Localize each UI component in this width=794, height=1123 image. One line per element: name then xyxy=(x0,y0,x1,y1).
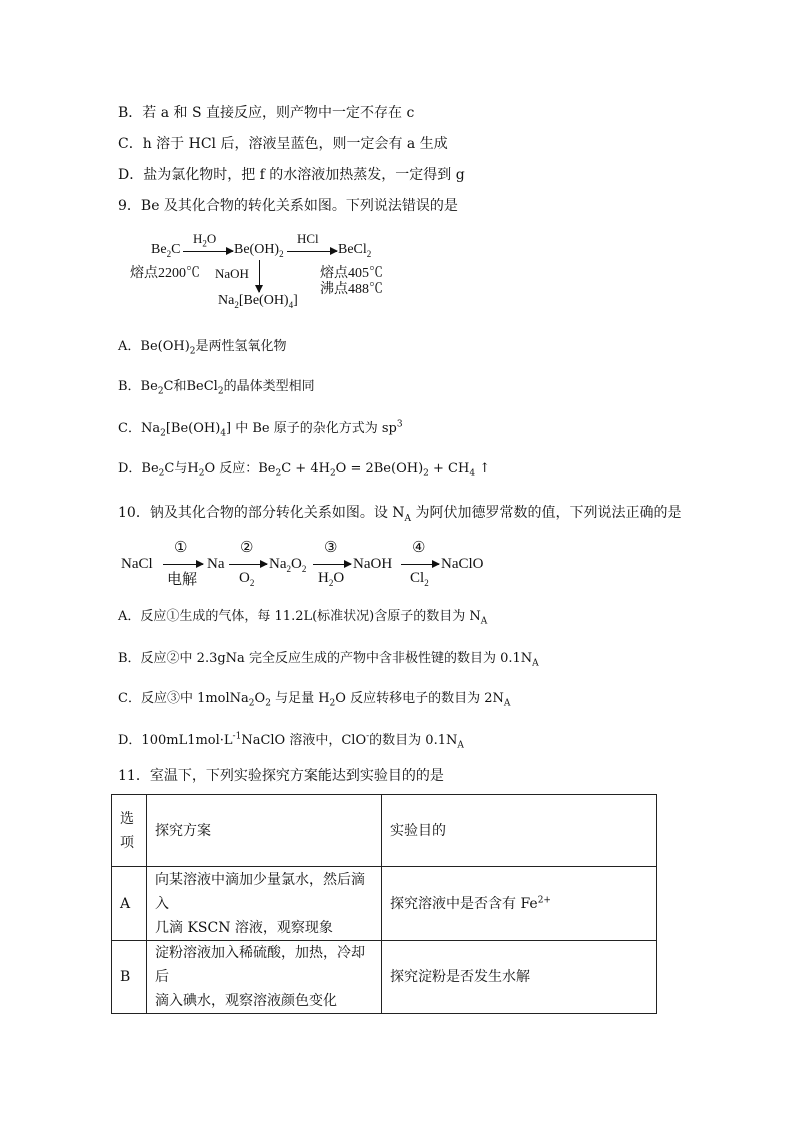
option-d-prev: D．盐为氯化物时，把 f 的水溶液加热蒸发，一定得到 g xyxy=(118,167,465,183)
naoh-formula: NaOH xyxy=(353,556,393,572)
table-row xyxy=(112,867,657,941)
beoh2-formula: $Be(OH)_2$ xyxy=(234,242,284,259)
step-3-condition: $H_2O$ xyxy=(318,570,345,588)
q9-stem: 9．Be 及其化合物的转化关系如图。下列说法错误的是 xyxy=(118,198,458,214)
step-2-condition: $O_2$ xyxy=(239,570,255,588)
q10-option-d: D．$100mL1mol\cdot L^{-1}NaClO$ 溶液中，ClO-的数目为 $0.1N_A$ xyxy=(118,731,464,751)
q10-option-c: C．反应③中 $1molNa_2O_2$ 与足量 $H_2O$ 反应转移电子的数目为 $2N_A$ xyxy=(118,691,511,709)
row-b-goal: 探究淀粉是否发生水解 xyxy=(382,941,657,1014)
row-a-plan: 向某溶液中滴加少量氯水，然后滴入 几滴 KSCN 溶液，观察现象 xyxy=(147,867,382,941)
q10-stem: 10．钠及其化合物的部分转化关系如图。设 $N_A$ 为阿伏加德罗常数的值，下列说法正确的是 xyxy=(118,505,682,524)
step-4-condition: $Cl_2$ xyxy=(410,570,429,588)
be2c-formula: $Be_2C$ xyxy=(151,242,181,259)
header-option: 选 项 xyxy=(112,795,147,867)
step-4-number: ④ xyxy=(412,540,426,556)
nacl-formula: NaCl xyxy=(121,556,153,572)
complex-formula: $Na_2[Be(OH)_4]$ xyxy=(218,293,298,310)
q10-option-b: B．反应②中 2.3gNa 完全反应生成的产物中含非极性键的数目为 $0.1N_A$ xyxy=(118,651,539,669)
option-b-prev: B．若 a 和 S 直接反应，则产物中一定不存在 c xyxy=(118,105,415,121)
becl2-formula: BeCl$_2$ xyxy=(338,242,372,259)
becl2-melting-point: 熔点405℃ xyxy=(320,266,383,281)
row-b-option: B xyxy=(112,941,147,1014)
q11-table xyxy=(111,794,657,1014)
arrow-step-4 xyxy=(401,564,439,565)
step-1-number: ① xyxy=(174,540,188,556)
arrow-step-3 xyxy=(313,564,351,565)
table-row xyxy=(112,941,657,1014)
q9-option-c: C．$Na_2[Be(OH)_4]$ 中 Be 原子的杂化方式为 $sp^3$ xyxy=(118,419,403,439)
q9-option-b: B．$Be_2C$和BeCl$_2$的晶体类型相同 xyxy=(118,379,315,397)
arrow-step-2 xyxy=(229,564,267,565)
becl2-boiling-point: 沸点488℃ xyxy=(320,282,383,297)
na2o2-formula: $Na_2O_2$ xyxy=(269,556,307,574)
step-1-condition: 电解 xyxy=(167,572,198,588)
step-2-number: ② xyxy=(240,540,254,556)
row-a-option: A xyxy=(112,867,147,941)
header-goal: 实验目的 xyxy=(382,795,657,867)
q11-stem: 11．室温下，下列实验探究方案能达到实验目的的是 xyxy=(118,768,444,784)
reagent-h2o: $H_2O$ xyxy=(193,231,217,249)
na-formula: Na xyxy=(207,556,225,572)
q9-option-d: D．$Be_2C$与$H_2O$ 反应：$Be_2C + 4H_2O = 2Be(OH)_2 + CH_4$ ↑ xyxy=(118,461,491,479)
row-b-plan: 淀粉溶液加入稀硫酸，加热，冷却后 滴入碘水，观察溶液颜色变化 xyxy=(147,941,382,1014)
reagent-naoh: NaOH xyxy=(215,266,249,281)
reagent-hcl: HCl xyxy=(297,231,319,246)
step-3-number: ③ xyxy=(324,540,338,556)
q10-option-a: A．反应①生成的气体，每 11.2L(标准状况)含原子的数目为 $N_A$ xyxy=(118,609,488,627)
row-a-goal: 探究溶液中是否含有 $Fe^{2+}$ xyxy=(382,867,657,941)
be2c-melting-point: 熔点2200℃ xyxy=(130,266,200,281)
header-plan: 探究方案 xyxy=(147,795,382,867)
q9-option-a: A．$Be(OH)_2$是两性氢氧化物 xyxy=(118,339,287,357)
option-c-prev: C．h 溶于 HCl 后，溶液呈蓝色，则一定会有 a 生成 xyxy=(118,136,448,152)
naclo-formula: NaClO xyxy=(441,556,484,572)
table-header-row xyxy=(112,795,657,867)
arrow-step-1 xyxy=(163,564,203,565)
